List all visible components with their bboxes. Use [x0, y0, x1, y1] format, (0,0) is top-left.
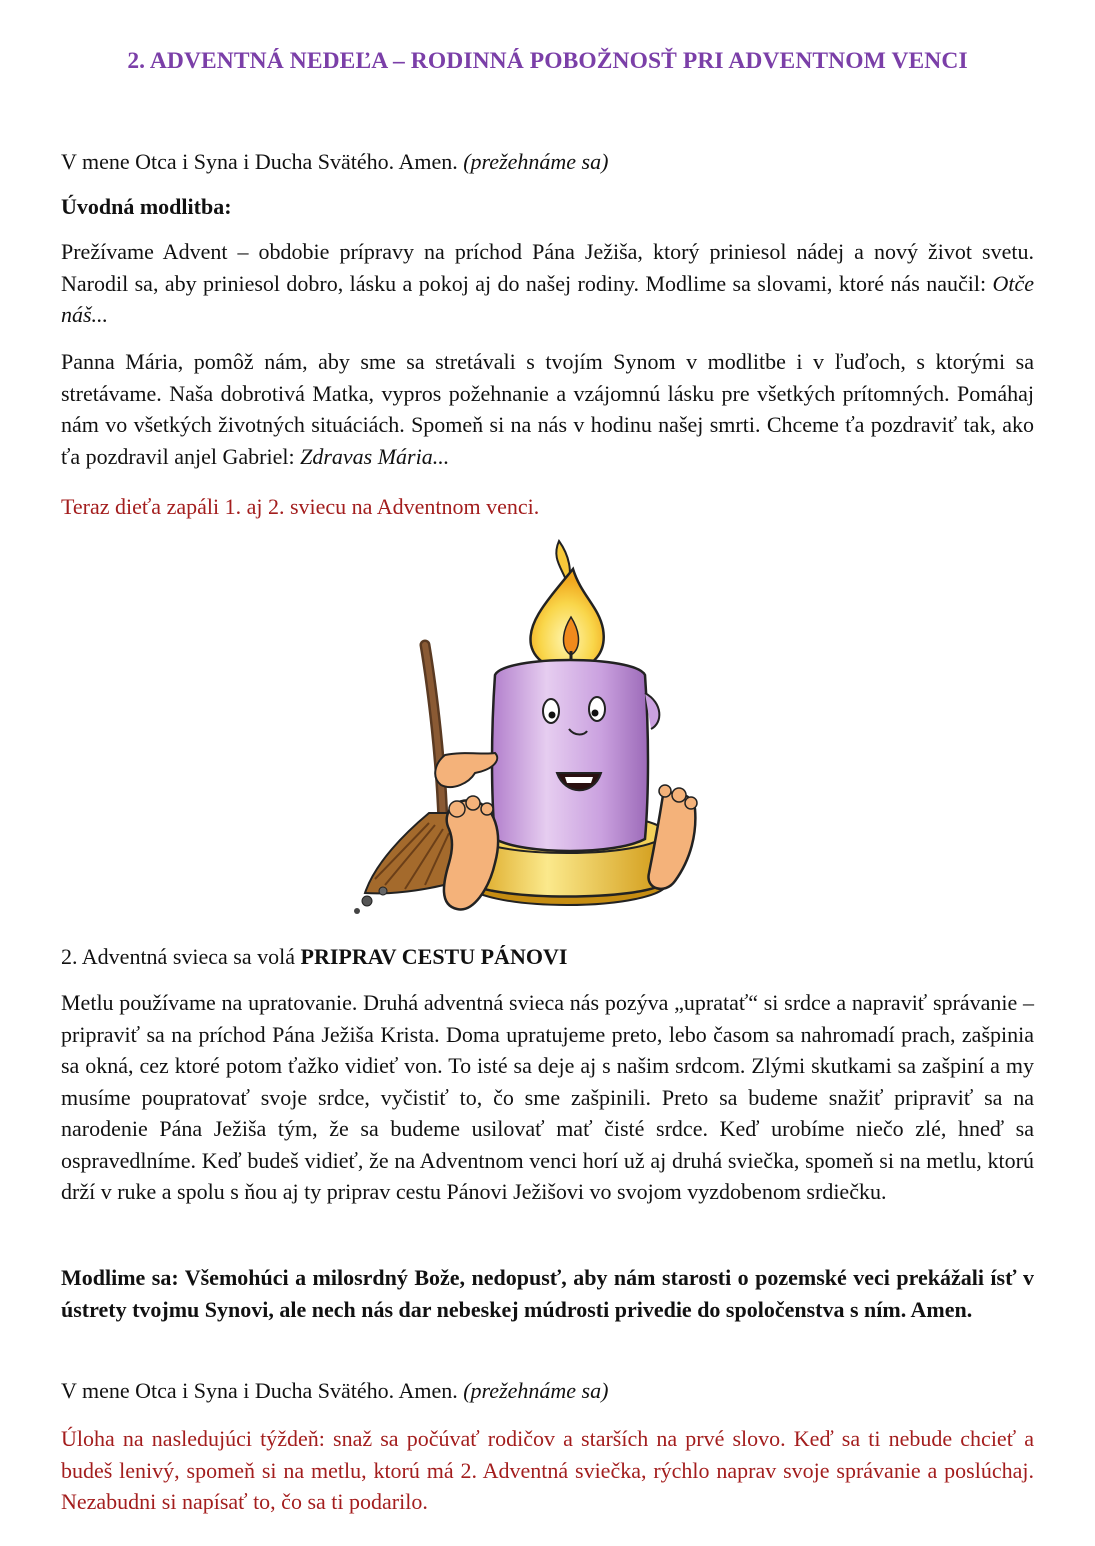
right-foot [648, 785, 697, 889]
closing-text: V mene Otca i Syna i Ducha Svätého. Amen. [61, 1378, 458, 1403]
mary-prayer: Zdravas Mária... [300, 443, 450, 469]
intro-text: Prežívame Advent – obdobie prípravy na príchod Pána Ježiša, ktorý priniesol nádej a nový život svetu. Narodil sa, aby priniesol dobro, lásku a pokoj aj do našej rodiny. Modlime sa slovami, ktoré nás naučil: [61, 239, 1034, 296]
opening-note: (prežehnáme sa) [463, 149, 609, 174]
weekly-task: Úloha na nasledujúci týždeň: snaž sa počúvať rodičov a starších na prvé slovo. Keď sa ti nebude chcieť a budeš lenivý, spomeň si na metlu, ktorú má 2. Adventná sviečka, rýchlo naprav svoje správanie a poslúchaj. Nezabudni si napísať to, čo sa ti podarilo. [61, 1426, 1034, 1514]
mary-paragraph [61, 346, 1034, 472]
candle-name-prefix: 2. Adventná svieca sa volá [61, 944, 301, 969]
intro-prayer: Otče náš... [61, 270, 1034, 327]
intro-paragraph [61, 236, 1034, 331]
closing-note: (prežehnáme sa) [463, 1378, 609, 1403]
intro-heading: Úvodná modlitba: [61, 194, 232, 219]
candle-instruction: Teraz dieťa zapáli 1. aj 2. sviecu na Adventnom venci. [61, 494, 540, 519]
mary-text: Panna Mária, pomôž nám, aby sme sa stretávali s tvojím Synom v modlitbe i v ľuďoch, s ktorými sa stretávame. Naša dobrotivá Matka, vypros požehnanie a vzájomnú lásku pre všetkých prítomných. Pomáhaj nám vo všetkých životných situáciách. Spomeň si na nás v hodinu našej smrti. Chceme ťa pozdraviť tak, ako ťa pozdravil anjel Gabriel: [61, 349, 1034, 469]
candle-with-broom-illustration [345, 533, 750, 925]
candle-name: PRIPRAV CESTU PÁNOVI [300, 944, 568, 969]
page-title: 2. ADVENTNÁ NEDEĽA – RODINNÁ POBOŽNOSŤ PRI ADVENTNOM VENCI [127, 48, 968, 74]
broom-paragraph: Metlu používame na upratovanie. Druhá adventná svieca nás pozýva „upratať“ si srdce a napraviť správanie – pripraviť sa na príchod Pána Ježiša Krista. Doma upratujeme preto, lebo časom sa nahromadí prach, zašpinia sa okná, cez ktoré potom ťažko vidieť von. To isté sa deje aj s našim srdcom. Zlými skutkami sa zašpiní a my musíme poupratovať svoje srdce, vyčistiť to, čo sme zašpinili. Preto sa budeme snažiť pripraviť sa na narodenie Pána Ježiša tým, že sa budeme usilovať mať čisté srdce. Keď urobíme niečo zlé, hneď sa ospravedlníme. Keď budeš vidieť, že na Adventnom venci horí už aj druhá sviečka, spomeň si na metlu, ktorú drží v ruke a spolu s ňou aj ty priprav cestu Pánovi Ježišovi vo svojom vyzdobenom srdiečku. [61, 990, 1034, 1204]
opening-sign-of-cross [61, 146, 1034, 178]
closing-prayer: Modlime sa: Všemohúci a milosrdný Bože, nedopusť, aby nám starosti o pozemské veci prekážali ísť v ústrety tvojmu Synovi, ale nech nás dar nebeskej múdrosti privedie do spoločenstva s ním. Amen. [61, 1265, 1034, 1322]
closing-sign-of-cross [61, 1375, 1034, 1407]
opening-text: V mene Otca i Syna i Ducha Svätého. Amen. [61, 149, 458, 174]
flame [530, 541, 603, 671]
candle-body [492, 660, 659, 851]
left-hand [435, 753, 497, 787]
candle-name-line [61, 941, 1034, 973]
